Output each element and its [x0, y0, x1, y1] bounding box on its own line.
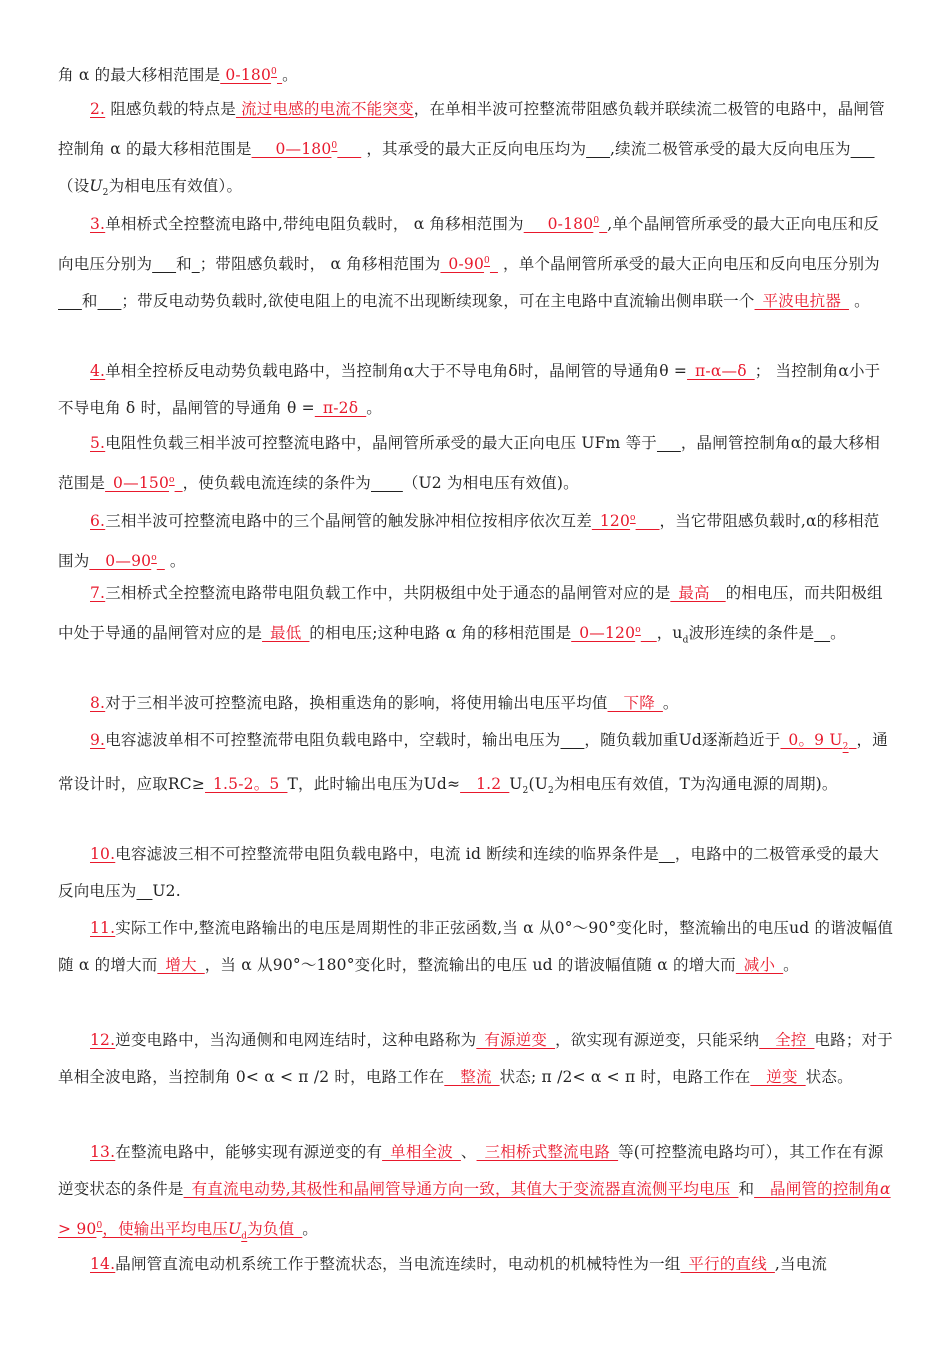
text-run: 的相电压，而共阳极组中处于导通的晶闸管对应的是: [58, 584, 883, 643]
answer-fill: __0—90: [89, 552, 152, 571]
answer-fill: 流过电感的电流不能突变: [235, 100, 414, 118]
text-run: 电容滤波单相不可控整流带电阻负载电路中，空载时，输出电压为: [105, 731, 561, 749]
answer-fill: 0: [96, 1221, 103, 1231]
answer-fill: _有直流电动势,其极性和晶闸管导通方向一致，其值大于变流器直流侧平均电压_: [183, 1180, 739, 1198]
answer-fill: _0-90: [440, 255, 485, 274]
text-run: （U2 为相电压有效值)。: [402, 474, 579, 493]
answer-fill: _平波电抗器_: [754, 292, 849, 311]
text-run: d: [682, 635, 689, 646]
answer-fill: __整流_: [444, 1068, 500, 1086]
text-run: 为相电压有效值）。: [108, 177, 243, 196]
answer-fill: ___0—180: [251, 140, 332, 159]
answer-fill: d: [241, 1231, 248, 1242]
answer-fill: ____: [371, 474, 403, 493]
answer-fill: 0-180: [220, 66, 272, 85]
answer-fill: _三相桥式整流电路_: [476, 1143, 619, 1161]
text-run: ，当它带阻感负载时,α的移相范围为: [58, 512, 880, 571]
answer-fill: _最高__: [670, 584, 726, 602]
text-run: 单相全控桥反电动势负载电路中，当控制角α大于不导电角δ时，晶闸管的导通角θ =: [105, 362, 688, 380]
answer-fill: __1.2_: [460, 775, 510, 794]
answer-fill: o: [151, 553, 157, 564]
text-run: 在整流电路中，能够实现有源逆变的有: [115, 1143, 383, 1161]
text-run: 晶闸管直流电动机系统工作于整流状态，当电流连续时，电动机的机械特性为一组: [115, 1255, 681, 1273]
text-run: 波形连续的条件是: [688, 624, 815, 643]
answer-fill: 0: [484, 256, 490, 267]
text-run: 。: [830, 624, 846, 643]
paragraph-11: [58, 910, 894, 984]
answer-fill: __晶闸管的控制角: [754, 1180, 880, 1198]
answer-fill: 2.: [90, 100, 106, 118]
text-run: 2: [102, 188, 109, 199]
text-run: 电路；对于单相全波电路，当控制角 0< α < π /2 时，电路工作在: [58, 1031, 893, 1086]
text-run: 。: [366, 399, 382, 417]
text-run: 。: [164, 552, 186, 571]
answer-fill: 12.: [90, 1031, 116, 1049]
paragraph-4: [58, 353, 894, 427]
paragraph-13: [58, 1134, 894, 1255]
answer-fill: 5.: [90, 434, 106, 452]
answer-fill: _: [174, 474, 183, 493]
text-run: ，在单相半波可控整流带阻感负载并联续流二极管的电路中，晶闸管控制角 α 的最大移相范围是: [58, 100, 885, 159]
text-run: ,单个晶闸管所承受的最大正向电压和反向电压分别为: [58, 215, 880, 274]
text-run: 和: [81, 292, 98, 311]
answer-fill: _最低_: [262, 624, 310, 643]
text-run: ，u: [656, 624, 683, 643]
answer-fill: α: [879, 1180, 891, 1198]
answer-fill: __下降_: [607, 694, 663, 712]
text-run: 的相电压;这种电路 α 角的移相范围是: [309, 624, 572, 643]
answer-fill: __逆变_: [750, 1068, 806, 1086]
paragraph-9: [58, 722, 894, 810]
answer-fill: ___: [337, 140, 362, 159]
text-run: 三相半波可控整流电路中的三个晶闸管的触发脉冲相位按相序依次互差: [105, 512, 592, 531]
text-run: ； 当控制角α小于不导电角 δ 时，晶闸管的导通角 θ =: [58, 362, 881, 417]
answer-fill: _π-α—δ_: [687, 362, 755, 380]
answer-fill: 14.: [90, 1255, 116, 1273]
answer-fill: o: [635, 625, 641, 635]
answer-fill: 10.: [90, 845, 116, 863]
answer-fill: ___: [656, 434, 681, 452]
answer-fill: 7.: [90, 584, 106, 602]
text-run: 逆变电路中，当沟通侧和电网连结时，这种电路称为: [115, 1031, 477, 1049]
text-run: U: [509, 775, 523, 794]
answer-fill: _减小_: [735, 956, 784, 974]
text-run: 实际工作中,整流电路输出的电压是周期性的非正弦函数,当 α 从0°～90°变化时，整流输出的电压ud 的谐波幅值随 α 的增大而: [58, 919, 894, 974]
answer-fill: _单相全波_: [382, 1143, 461, 1161]
answer-fill: ___: [560, 731, 585, 749]
answer-fill: 13.: [90, 1143, 116, 1161]
answer-fill: __: [814, 624, 831, 643]
answer-fill: _π-2δ_: [314, 399, 367, 417]
answer-fill: _增大_: [157, 956, 205, 974]
answer-fill: 为负值_: [247, 1220, 303, 1239]
text-run: ,续流二极管承受的最大反向电压为: [610, 140, 851, 159]
text-run: U: [89, 177, 103, 196]
paragraph-3: [58, 203, 894, 320]
text-run: ；带反电动势负载时,欲使电阻上的电流不出现断续现象，可在主电路中直流输出侧串联一个: [121, 292, 755, 311]
answer-fill: 8.: [90, 694, 106, 712]
text-run: 。: [662, 694, 679, 712]
text-run: 角 α 的最大移相范围是: [58, 66, 221, 85]
answer-fill: _0—120: [571, 624, 636, 643]
text-run: 对于三相半波可控整流电路，换相重迭角的影响，将使用输出电压平均值: [105, 694, 608, 712]
text-run: 。: [783, 956, 799, 974]
answer-fill: _: [599, 215, 608, 234]
answer-fill: ___: [586, 140, 611, 159]
paragraph-1: [58, 54, 894, 94]
paragraph-2: [58, 91, 894, 212]
text-run: ，晶闸管控制角α的最大移相范围是: [58, 434, 880, 493]
text-run: ，随负载加重Ud逐渐趋近于: [584, 731, 781, 749]
answer-fill: _: [191, 255, 200, 274]
answer-fill: _0—150: [105, 474, 170, 493]
paragraph-14: [58, 1246, 894, 1283]
answer-fill: __: [658, 845, 675, 863]
answer-fill: ___0-180: [523, 215, 594, 234]
answer-fill: 3.: [90, 215, 106, 234]
text-run: 为相电压有效值，T为沟通电源的周期)。: [553, 775, 838, 794]
answer-fill: ___: [635, 512, 660, 531]
answer-fill: 2: [842, 742, 849, 753]
answer-fill: 0: [331, 141, 338, 151]
paragraph-6: [58, 500, 894, 580]
paragraph-8: [58, 685, 894, 722]
answer-fill: _120: [591, 512, 631, 531]
text-run: 单相桥式全控整流电路中,带纯电阻负载时， α 角移相范围为: [105, 215, 524, 234]
text-run: 。: [302, 1220, 318, 1239]
paragraph-7: [58, 575, 894, 659]
text-run: U2.: [152, 882, 181, 900]
answer-fill: _0。9 U: [780, 731, 843, 749]
answer-fill: _: [156, 552, 165, 571]
text-run: ,当电流: [774, 1255, 828, 1273]
answer-fill: > 90: [58, 1220, 97, 1239]
answer-fill: __: [136, 882, 153, 900]
text-run: 2: [548, 786, 554, 797]
paragraph-10: [58, 836, 894, 910]
answer-fill: 0: [271, 67, 277, 77]
text-run: 、: [460, 1143, 477, 1161]
answer-fill: 9.: [90, 731, 106, 749]
text-run: 和: [738, 1180, 755, 1198]
text-run: ，使负载电流连续的条件为: [182, 474, 371, 493]
text-run: ，单个晶闸管所承受的最大正向电压和反向电压分别为: [497, 255, 880, 274]
text-run: ，当 α 从90°～180°变化时，整流输出的电压 ud 的谐波幅值随 α 的增大而: [204, 956, 736, 974]
answer-fill: 4.: [90, 362, 106, 380]
text-run: 阻感负载的特点是: [105, 100, 236, 118]
answer-fill: ___: [58, 292, 82, 311]
answer-fill: 11.: [90, 919, 116, 937]
text-run: 等(可控整流电路均可），其工作在有源逆变状态的条件是: [58, 1143, 884, 1198]
text-run: 电容滤波三相不可控整流带电阻负载电路中，电流 id 断续和连续的临界条件是: [115, 845, 659, 863]
text-run: ；带阻感负载时， α 角移相范围为: [199, 255, 441, 274]
text-run: ，通常设计时，应取RC≥: [58, 731, 888, 794]
text-run: 和: [176, 255, 192, 274]
answer-fill: ___: [152, 255, 177, 274]
answer-fill: _平行的直线_: [680, 1255, 775, 1273]
answer-fill: _: [489, 255, 498, 274]
answer-fill: 6.: [90, 512, 106, 531]
text-run: （设: [58, 177, 90, 196]
text-run: 电阻性负载三相半波可控整流电路中，晶闸管所承受的最大正向电压 UFm 等于: [105, 434, 657, 452]
answer-fill: o: [630, 513, 636, 523]
answer-fill: __: [640, 624, 657, 643]
answer-fill: U: [227, 1220, 242, 1239]
answer-fill: o: [169, 475, 175, 485]
text-run: 2: [522, 786, 529, 797]
paragraph-12: [58, 1022, 894, 1096]
text-run: 。: [848, 292, 870, 311]
answer-fill: 0: [593, 216, 600, 226]
answer-fill: ___: [850, 140, 875, 159]
text-run: (U: [528, 775, 548, 794]
answer-fill: _: [848, 731, 857, 749]
answer-fill: _有源逆变_: [476, 1031, 556, 1049]
paragraph-5: [58, 425, 894, 502]
answer-fill: __全控_: [759, 1031, 815, 1049]
text-run: ，其承受的最大正反向电压均为: [361, 140, 587, 159]
answer-fill: ___: [97, 292, 122, 311]
text-run: 三相桥式全控整流电路带电阻负载工作中，共阴极组中处于通态的晶闸管对应的是: [105, 584, 671, 602]
text-run: ，欲实现有源逆变，只能采纳: [555, 1031, 760, 1049]
text-run: 状态; π /2< α < π 时，电路工作在: [499, 1068, 751, 1086]
text-run: 状态。: [805, 1068, 853, 1086]
text-run: ，电路中的二极管承受的最大反向电压为: [58, 845, 879, 900]
answer-fill: _1.5-2。5_: [205, 775, 288, 794]
text-run: T，此时输出电压为Ud≈: [287, 775, 461, 794]
text-run: 。: [282, 66, 298, 85]
answer-fill: ，使输出平均电压: [102, 1220, 228, 1239]
